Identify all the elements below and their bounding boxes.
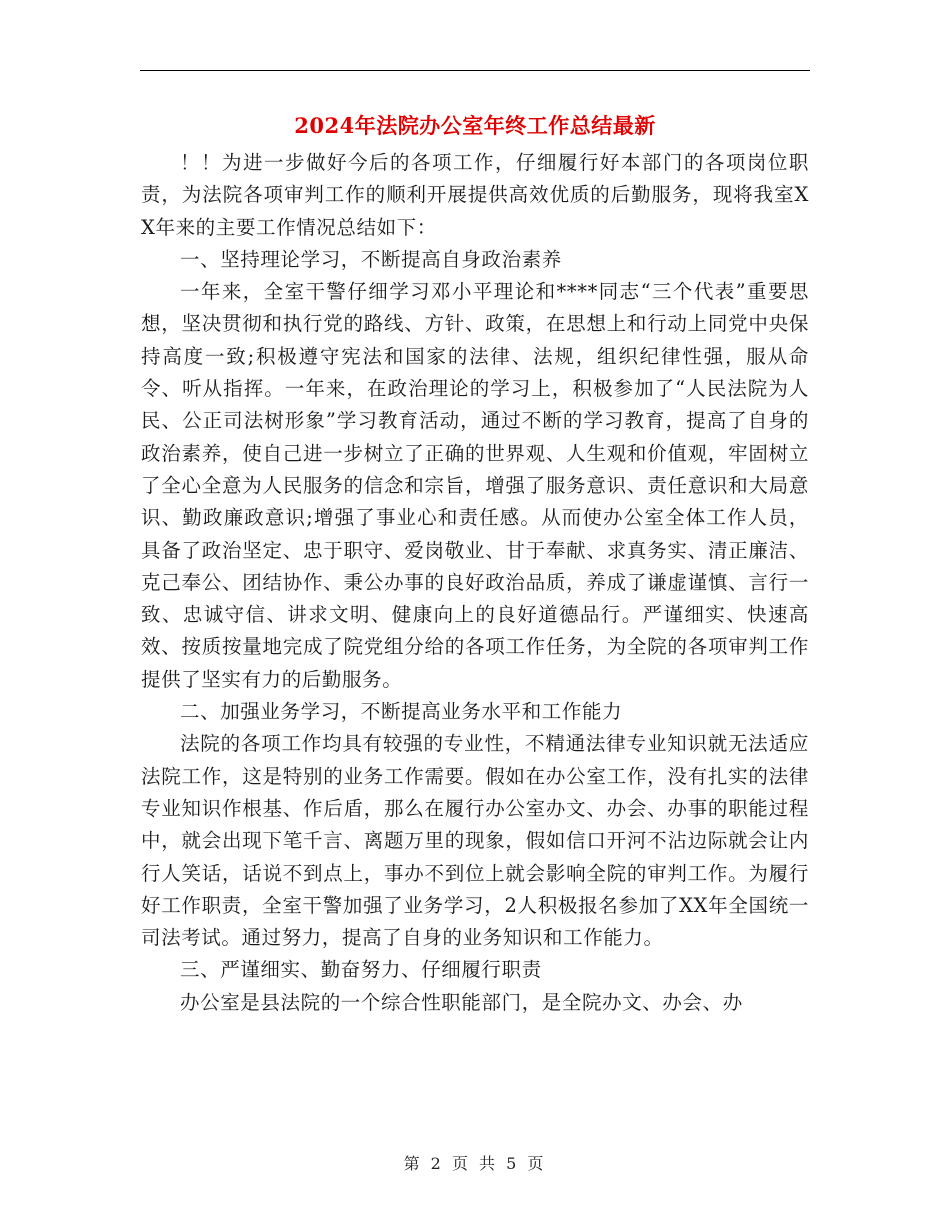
- page-number-footer: 第 2 页 共 5 页: [403, 1154, 547, 1173]
- document-title: 2024年法院办公室年终工作总结最新: [294, 113, 656, 138]
- section-heading-2: 二、加强业务学习，不断提高业务水平和工作能力: [180, 700, 623, 724]
- section-1-paragraph: 一年来，全室干警仔细学习邓小平理论和****同志“三个代表”重要思想，坚决贯彻和执行党的路线、方针、政策，在思想上和行动上同党中央保持高度一致;积极遵守宪法和国家的法律、法规，组织纪律性强，服从命令、听从指挥。一年来，在政治理论的学习上，积极参加了“人民法院为人民、公正司法树形象”学习教育活动，通过不断的学习教育，提高了自身的政治素养，使自己进一步树立了正确的世界观、人生观和价值观，牢固树立了全心全意为人民服务的信念和宗旨，增强了服务意识、责任意识和大局意识、勤政廉政意识;增强了事业心和责任感。从而使办公室全体工作人员，具备了政治坚定、忠于职守、爱岗敬业、甘于奉献、求真务实、清正廉洁、克己奉公、团结协作、秉公办事的良好政治品质，养成了谦虚谨慎、言行一致、忠诚守信、讲求文明、健康向上的良好道德品行。严谨细实、快速高效、按质按量地完成了院党组分给的各项工作任务，为全院的各项审判工作提供了坚实有力的后勤服务。: [141, 280, 809, 691]
- section-3-paragraph: 办公室是县法院的一个综合性职能部门，是全院办文、办会、办: [180, 990, 743, 1014]
- section-2-paragraph: 法院的各项工作均具有较强的专业性，不精通法律专业知识就无法适应法院工作，这是特别的业务工作需要。假如在办公室工作，没有扎实的法律专业知识作根基、作后盾，那么在履行办公室办文、办会、办事的职能过程中，就会出现下笔千言、离题万里的现象，假如信口开河不沾边际就会让内行人笑话，话说不到点上，事办不到位上就会影响全院的审判工作。为履行好工作职责，全室干警加强了业务学习，2人积极报名参加了XX年全国统一司法考试。通过努力，提高了自身的业务知识和工作能力。: [141, 732, 809, 950]
- section-heading-3: 三、严谨细实、勤奋努力、仔细履行职责: [180, 958, 542, 982]
- section-heading-1: 一、坚持理论学习，不断提高自身政治素养: [180, 247, 562, 271]
- intro-paragraph: ！！为进一步做好今后的各项工作，仔细履行好本部门的各项岗位职责，为法院各项审判工作的顺利开展提供高效优质的后勤服务，现将我室XX年来的主要工作情况总结如下：: [141, 151, 809, 239]
- document-body: [141, 147, 809, 1019]
- header-rule: [140, 70, 810, 71]
